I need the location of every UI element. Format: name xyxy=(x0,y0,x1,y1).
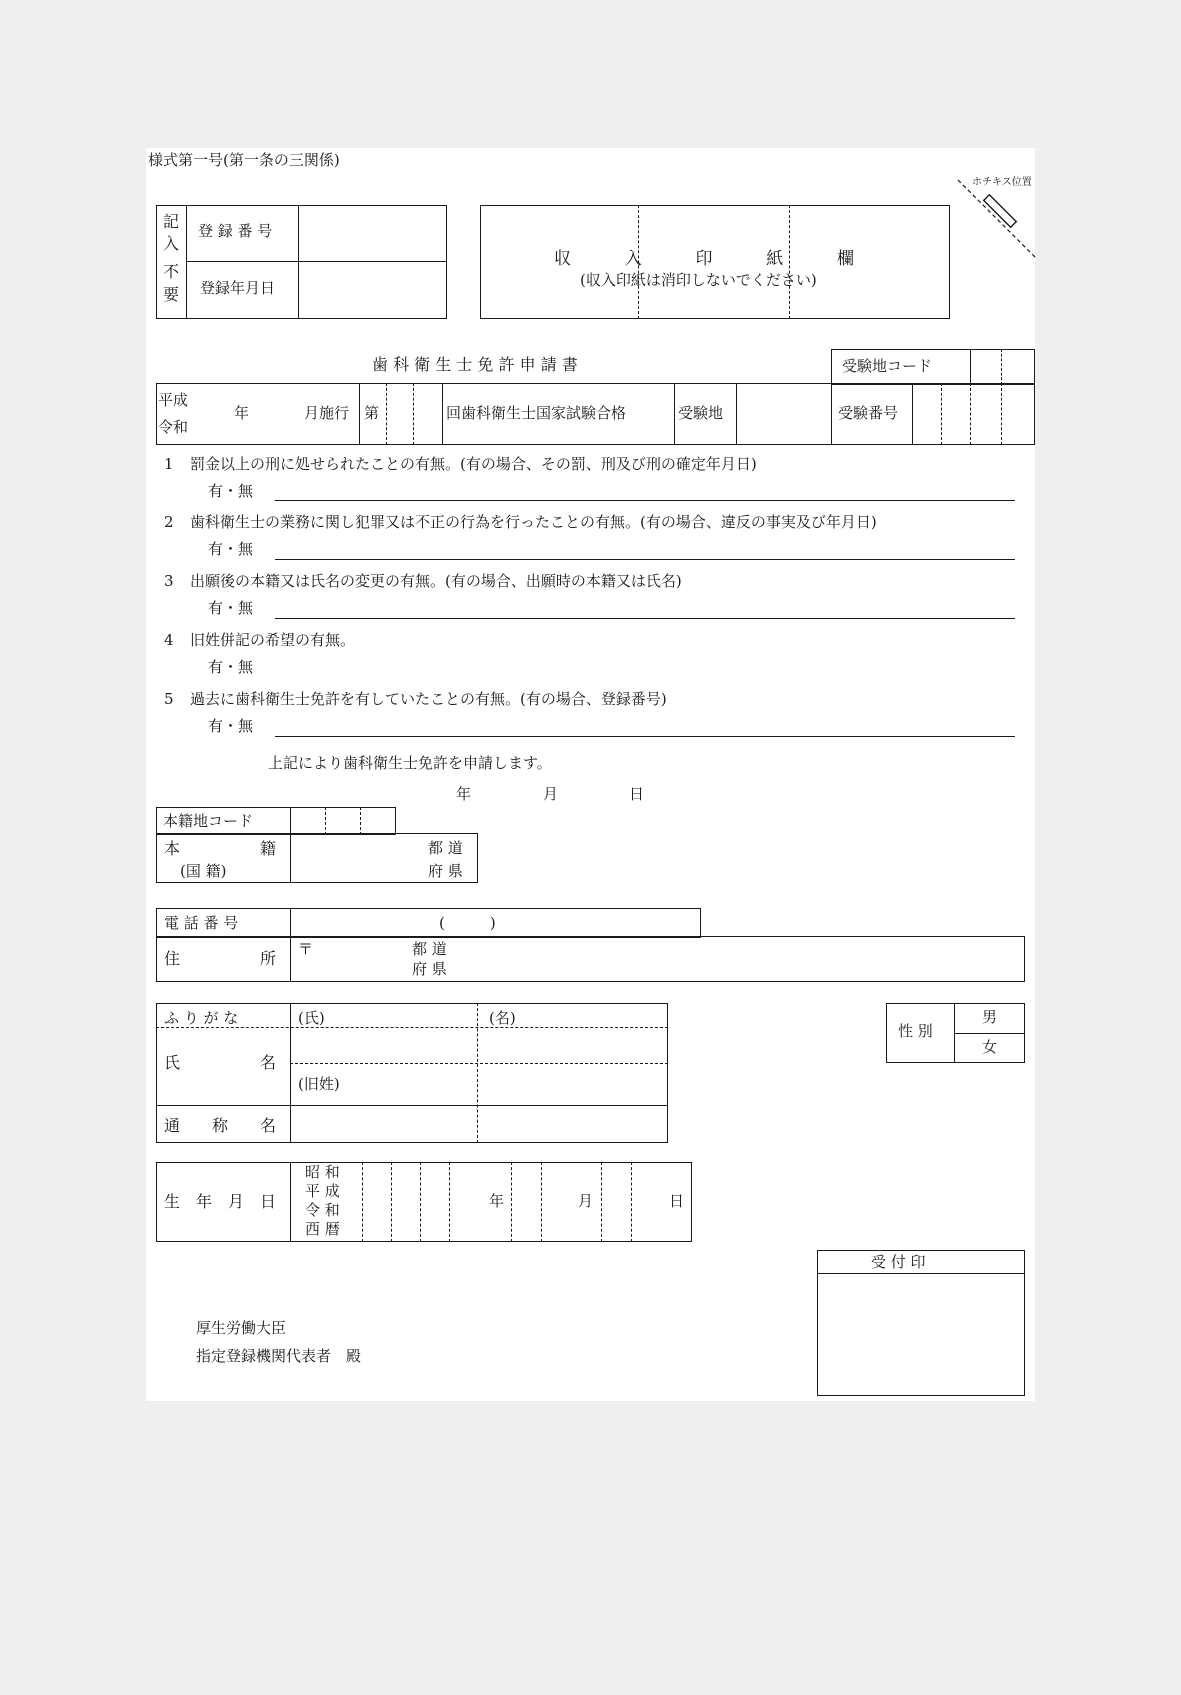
stapler-position-icon xyxy=(954,178,1038,260)
phone-input[interactable] xyxy=(293,910,698,936)
birth-month-label: 月 xyxy=(578,1192,594,1210)
question-3-number: 3 xyxy=(164,572,174,590)
revenue-stamp-note: (収入印紙は消印しないでください) xyxy=(580,271,817,289)
gender-label: 性 別 xyxy=(898,1022,933,1040)
question-1-answer[interactable]: 有・無 xyxy=(208,482,254,500)
office-use-char-4: 要 xyxy=(163,285,180,304)
phone-label: 電 話 番 号 xyxy=(164,914,239,932)
revenue-stamp-title: 収 入 印 紙 欄 xyxy=(554,249,854,269)
name-label: 氏 名 xyxy=(164,1053,276,1072)
postal-code-mark: 〒 xyxy=(298,940,314,958)
receipt-stamp-area[interactable] xyxy=(820,1276,1022,1393)
question-4-text: 旧姓併記の希望の有無。 xyxy=(190,631,356,649)
question-5-answer-line[interactable] xyxy=(275,736,1015,737)
registration-date-label: 登録年月日 xyxy=(200,279,276,297)
exam-site-input[interactable] xyxy=(738,388,828,440)
given-reading-label: (名) xyxy=(489,1009,516,1027)
domicile-prefecture-input[interactable] xyxy=(293,836,423,880)
question-3-answer-line[interactable] xyxy=(275,618,1015,619)
question-2-text: 歯科衛生士の業務に関し犯罪又は不正の行為を行ったことの有無。(有の場合、違反の事実及び年月日) xyxy=(190,513,877,531)
office-use-char-2: 入 xyxy=(163,234,180,253)
birth-month-input[interactable] xyxy=(513,1165,573,1239)
phone-area-code-parens: ( ) xyxy=(439,914,496,932)
exam-site-code-input[interactable] xyxy=(972,351,1033,383)
question-2-answer[interactable]: 有・無 xyxy=(208,540,254,558)
birth-year-label: 年 xyxy=(489,1192,505,1210)
surname-furigana-input[interactable] xyxy=(326,1006,474,1026)
maiden-given-name-input[interactable] xyxy=(480,1066,665,1104)
birthdate-label: 生 年 月 日 xyxy=(164,1192,276,1211)
question-1-text: 罰金以上の刑に処せられたことの有無。(有の場合、その罰、刑及び刑の確定年月日) xyxy=(190,455,757,473)
exam-round-input[interactable] xyxy=(384,388,440,440)
question-4-number: 4 xyxy=(164,631,174,649)
declaration-text: 上記により歯科衛生士免許を申請します。 xyxy=(268,754,552,772)
domicile-label: 本 籍 xyxy=(164,839,276,858)
exam-round-prefix: 第 xyxy=(364,404,380,422)
question-2-number: 2 xyxy=(164,513,174,531)
date-year-label: 年 xyxy=(456,785,472,803)
question-3-answer[interactable]: 有・無 xyxy=(208,599,254,617)
exam-number-input[interactable] xyxy=(914,388,1032,440)
addressee-designated-body: 指定登録機関代表者 殿 xyxy=(196,1347,362,1365)
receipt-stamp-label: 受 付 印 xyxy=(871,1253,926,1271)
domicile-pref-top: 都 道 xyxy=(428,839,463,857)
question-4-answer[interactable]: 有・無 xyxy=(208,658,254,676)
question-5-number: 5 xyxy=(164,690,174,708)
address-pref-bottom: 府 県 xyxy=(412,960,447,978)
era-heisei-label: 平成 xyxy=(158,391,189,409)
era-option-reiwa[interactable]: 令 和 xyxy=(305,1201,340,1219)
domicile-pref-bottom: 府 県 xyxy=(428,862,463,880)
furigana-label: ふ り が な xyxy=(164,1009,239,1027)
question-2-answer-line[interactable] xyxy=(275,559,1015,560)
gender-option-male[interactable]: 男 xyxy=(982,1008,998,1026)
question-5-answer[interactable]: 有・無 xyxy=(208,717,254,735)
domicile-code-input[interactable] xyxy=(292,809,394,833)
alias-label: 通 称 名 xyxy=(164,1116,276,1135)
maiden-name-label: (旧姓) xyxy=(298,1075,340,1093)
registration-number-field[interactable] xyxy=(301,208,444,259)
address-input[interactable] xyxy=(293,939,1022,979)
application-form-page xyxy=(146,148,1035,1401)
domicile-code-label: 本籍地コード xyxy=(163,812,254,830)
form-id-label: 様式第一号(第一条の三関係) xyxy=(148,151,340,169)
office-use-char-3: 不 xyxy=(163,262,180,281)
birth-day-input[interactable] xyxy=(603,1165,663,1239)
given-name-input[interactable] xyxy=(480,1030,665,1062)
registration-date-field[interactable] xyxy=(301,264,444,316)
office-use-char-1: 記 xyxy=(163,212,180,231)
era-reiwa-label: 令和 xyxy=(158,418,189,436)
nationality-label: (国 籍) xyxy=(180,862,227,880)
date-month-label: 月 xyxy=(543,785,559,803)
era-option-showa[interactable]: 昭 和 xyxy=(305,1163,340,1181)
exam-number-label: 受験番号 xyxy=(838,404,899,422)
address-pref-top: 都 道 xyxy=(412,940,447,958)
address-label: 住 所 xyxy=(164,949,276,968)
application-date-field[interactable] xyxy=(396,782,654,806)
birth-year-input[interactable] xyxy=(364,1165,484,1239)
era-option-seireki[interactable]: 西 暦 xyxy=(305,1220,340,1238)
exam-year-label: 年 xyxy=(234,404,250,422)
page-title: 歯 科 衛 生 士 免 許 申 請 書 xyxy=(372,355,578,374)
era-option-heisei[interactable]: 平 成 xyxy=(305,1182,340,1200)
exam-site-label: 受験地 xyxy=(678,404,724,422)
registration-number-label: 登 録 番 号 xyxy=(198,222,273,240)
alias-input[interactable] xyxy=(293,1108,665,1140)
exam-year-input[interactable] xyxy=(194,388,232,440)
question-5-text: 過去に歯科衛生士免許を有していたことの有無。(有の場合、登録番号) xyxy=(190,690,667,708)
addressee-minister: 厚生労働大臣 xyxy=(196,1319,287,1337)
question-1-answer-line[interactable] xyxy=(275,500,1015,501)
surname-reading-label: (氏) xyxy=(298,1009,325,1027)
gender-option-female[interactable]: 女 xyxy=(982,1038,998,1056)
maiden-surname-input[interactable] xyxy=(346,1066,475,1104)
exam-month-input[interactable] xyxy=(252,388,302,440)
date-day-label: 日 xyxy=(629,785,645,803)
stapler-position-label: ホチキス位置 xyxy=(972,177,1032,188)
birth-day-label: 日 xyxy=(669,1192,685,1210)
exam-month-enforced-label: 月施行 xyxy=(304,404,350,422)
given-name-furigana-input[interactable] xyxy=(518,1006,665,1026)
exam-passed-text: 回歯科衛生士国家試験合格 xyxy=(446,404,627,422)
surname-input[interactable] xyxy=(293,1030,475,1062)
exam-site-code-label: 受験地コード xyxy=(842,357,933,375)
question-3-text: 出願後の本籍又は氏名の変更の有無。(有の場合、出願時の本籍又は氏名) xyxy=(190,572,682,590)
question-1-number: 1 xyxy=(164,455,174,473)
